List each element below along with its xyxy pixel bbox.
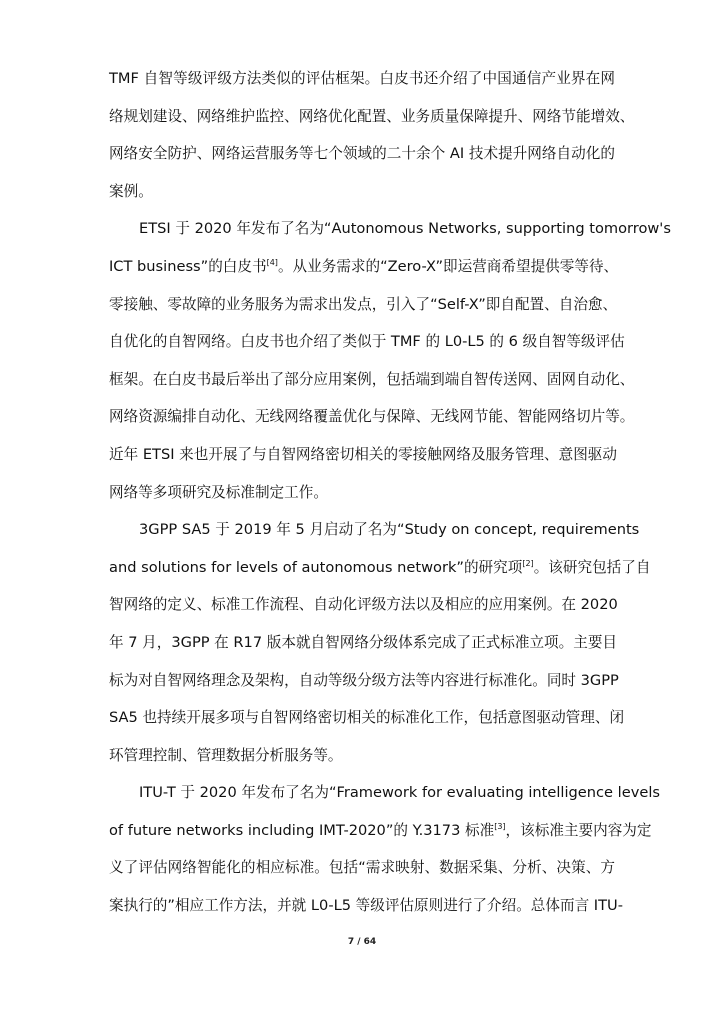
text-line bbox=[109, 549, 651, 587]
text-line: 自优化的自智网络。白皮书也介绍了类似于 TMF 的 L0-L5 的 6 级自智等级评估 bbox=[109, 333, 625, 351]
text-line: ETSI 于 2020 年发布了名为“Autonomous Networks, supporting tomorrow's bbox=[139, 220, 671, 238]
body-text bbox=[109, 60, 671, 925]
text-line: 案例。 bbox=[109, 182, 153, 200]
text-line: 案执行的”相应工作方法，并就 L0-L5 等级评估原则进行了介绍。总体而言 ITU- bbox=[109, 897, 623, 915]
text-segment: 。该研究包括了自 bbox=[533, 558, 651, 576]
text-line: 网络资源编排自动化、无线网络覆盖优化与保障、无线网节能、智能网络切片等。 bbox=[109, 408, 635, 426]
text-line: 框架。在白皮书最后举出了部分应用案例，包括端到端自智传送网、固网自动化、 bbox=[109, 370, 635, 388]
text-line: 络规划建设、网络维护监控、网络优化配置、业务质量保障提升、网络节能增效、 bbox=[109, 107, 635, 125]
text-segment: and solutions for levels of autonomous network”的研究项 bbox=[109, 558, 523, 576]
text-line: 义了评估网络智能化的相应标准。包括“需求映射、数据采集、分析、决策、方 bbox=[109, 859, 615, 877]
text-line bbox=[109, 248, 619, 286]
text-line: 标为对自智网络理念及架构，自动等级分级方法等内容进行标准化。同时 3GPP bbox=[109, 671, 619, 689]
text-line: ITU-T 于 2020 年发布了名为“Framework for evaluating intelligence levels bbox=[139, 784, 660, 802]
text-line: 环管理控制、管理数据分析服务等。 bbox=[109, 746, 343, 764]
text-line: SA5 也持续开展多项与自智网络密切相关的标准化工作，包括意图驱动管理、闭 bbox=[109, 709, 625, 727]
citation-sup: [2] bbox=[522, 558, 534, 568]
citation-sup: [4] bbox=[266, 258, 278, 268]
text-line: 智网络的定义、标准工作流程、自动化评级方法以及相应的应用案例。在 2020 bbox=[109, 596, 618, 614]
citation-sup: [3] bbox=[494, 822, 506, 832]
text-line: TMF 自智等级评级方法类似的评估框架。白皮书还介绍了中国通信产业界在网 bbox=[109, 70, 615, 87]
text-segment: of future networks including IMT-2020”的 Y.3173 标准 bbox=[109, 821, 495, 839]
text-line: 年 7 月，3GPP 在 R17 版本就自智网络分级体系完成了正式标准立项。主要目 bbox=[109, 633, 618, 651]
text-line: 网络等多项研究及标准制定工作。 bbox=[109, 483, 328, 501]
text-line bbox=[109, 812, 652, 850]
text-line: 网络安全防护、网络运营服务等七个领域的二十余个 AI 技术提升网络自动化的 bbox=[109, 145, 615, 163]
text-line: 3GPP SA5 于 2019 年 5 月启动了名为“Study on concept, requirements bbox=[139, 521, 640, 539]
text-segment: 。从业务需求的“Zero-X”即运营商希望提供零等待、 bbox=[277, 257, 619, 275]
text-segment: ICT business”的白皮书 bbox=[109, 257, 267, 275]
page-number: 7 / 64 bbox=[347, 937, 377, 947]
text-line: 零接触、零故障的业务服务为需求出发点，引入了“Self-X”即自配置、自治愈、 bbox=[109, 295, 618, 313]
text-line: 近年 ETSI 来也开展了与自智网络密切相关的零接触网络及服务管理、意图驱动 bbox=[109, 445, 617, 463]
text-segment: ，该标准主要内容为定 bbox=[505, 821, 652, 839]
